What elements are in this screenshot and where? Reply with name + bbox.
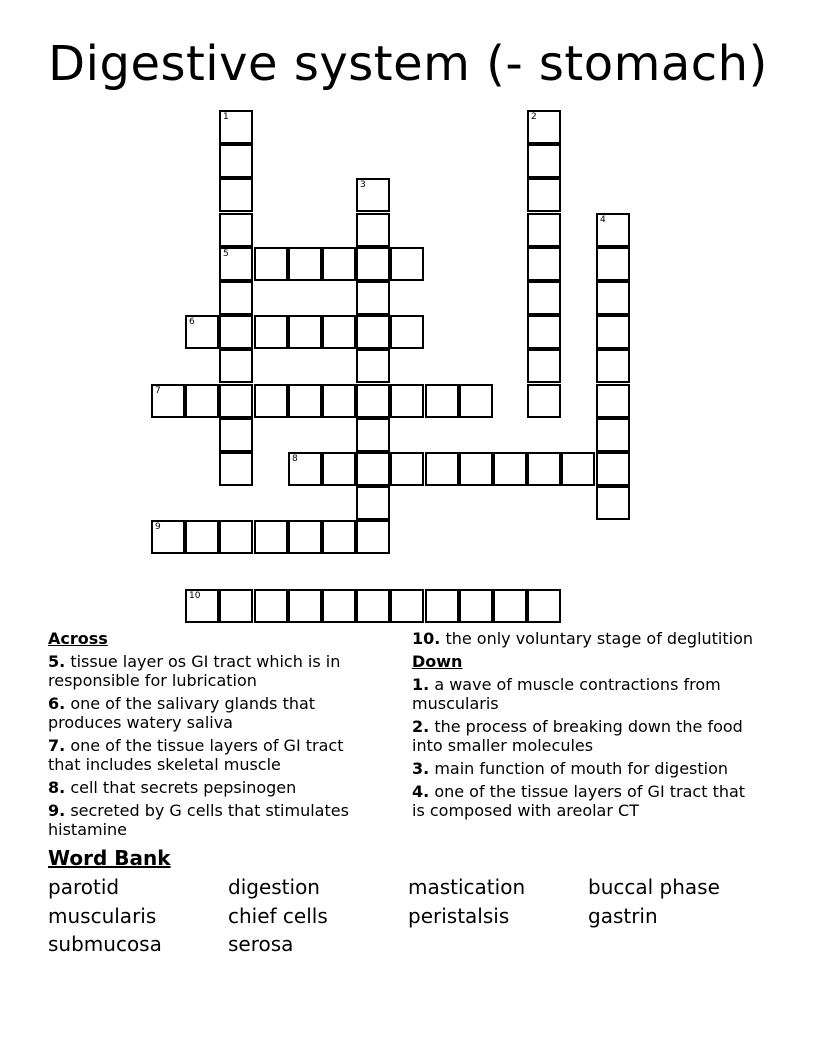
clue-across-9: 9. secreted by G cells that stimulates histamine [48,801,349,839]
clue-down-3: 3. main function of mouth for digestion [412,759,729,778]
grid-cell[interactable] [288,520,322,554]
clue-across-5: 5. tissue layer os GI tract which is in responsible for lubrication [48,652,341,690]
grid-cell[interactable] [596,452,630,486]
grid-cell[interactable] [356,178,390,212]
grid-cell[interactable] [596,315,630,349]
word-bank-title: Word Bank [48,846,171,870]
grid-cell[interactable] [288,452,322,486]
grid-cell[interactable] [390,247,424,281]
grid-cell[interactable] [596,418,630,452]
grid-cell[interactable] [527,315,561,349]
page-title: Digestive system (- stomach) [48,36,768,92]
clues-left-column [48,629,378,839]
grid-cell[interactable] [151,384,185,418]
grid-cell[interactable] [527,349,561,383]
clue-number: 2 [531,112,537,122]
grid-cell[interactable] [219,281,253,315]
grid-cell[interactable] [459,384,493,418]
grid-cell[interactable] [596,281,630,315]
grid-cell[interactable] [596,247,630,281]
grid-cell[interactable] [254,315,288,349]
clue-across-8: 8. cell that secrets pepsinogen [48,778,297,797]
grid-cell[interactable] [527,452,561,486]
word-bank-item: mastication [408,875,526,899]
grid-cell[interactable] [356,486,390,520]
grid-cell[interactable] [356,349,390,383]
grid-cell[interactable] [596,486,630,520]
grid-cell[interactable] [254,589,288,623]
grid-cell[interactable] [459,452,493,486]
grid-cell[interactable] [185,520,219,554]
word-bank-item: chief cells [228,903,328,928]
grid-cell[interactable] [459,589,493,623]
across-heading: Across [48,629,108,648]
grid-cell[interactable] [425,589,459,623]
grid-cell[interactable] [219,452,253,486]
word-bank-item: muscularis [48,903,157,928]
grid-cell[interactable] [185,384,219,418]
grid-cell[interactable] [219,589,253,623]
grid-cell[interactable] [527,110,561,144]
grid-cell[interactable] [561,452,595,486]
grid-cell[interactable] [185,315,219,349]
clue-number: 3 [360,180,366,190]
word-bank-item: gastrin [588,903,658,928]
grid-cell[interactable] [527,384,561,418]
clue-number: 9 [155,522,161,532]
grid-cell[interactable] [390,384,424,418]
grid-cell[interactable] [493,589,527,623]
grid-cell[interactable] [596,384,630,418]
word-bank-item: parotid [48,875,120,899]
grid-cell[interactable] [254,384,288,418]
grid-cell[interactable] [356,418,390,452]
grid-cell[interactable] [356,384,390,418]
grid-cell[interactable] [219,349,253,383]
clue-number: 10 [189,591,201,601]
grid-cell[interactable] [596,349,630,383]
clues-right-column [412,629,757,820]
grid-cell[interactable] [219,315,253,349]
grid-cell[interactable] [151,520,185,554]
word-bank-item: peristalsis [408,903,510,928]
grid-cell[interactable] [288,247,322,281]
grid-cell[interactable] [322,589,356,623]
word-bank-item: digestion [228,875,320,899]
word-bank-item: submucosa [48,932,162,956]
grid-cell[interactable] [288,384,322,418]
word-bank-item: serosa [228,932,294,956]
clue-number: 1 [223,112,229,122]
grid-cell[interactable] [390,589,424,623]
grid-cell[interactable] [425,452,459,486]
grid-cell[interactable] [356,247,390,281]
clue-number: 5 [223,249,229,259]
grid-cell[interactable] [527,281,561,315]
clue-number: 7 [155,386,161,396]
grid-cell[interactable] [493,452,527,486]
grid-cell[interactable] [219,144,253,178]
grid-cell[interactable] [185,589,219,623]
grid-cell[interactable] [356,520,390,554]
grid-cell[interactable] [254,247,288,281]
grid-cell[interactable] [390,315,424,349]
grid-cell[interactable] [288,315,322,349]
clue-across-7: 7. one of the tissue layers of GI tract that includes skeletal muscle [48,736,344,774]
grid-cell[interactable] [356,315,390,349]
word-bank-item: buccal phase [588,875,720,899]
grid-cell[interactable] [356,281,390,315]
clue-down-4: 4. one of the tissue layers of GI tract that is composed with areolar CT [412,782,746,820]
grid-cell[interactable] [425,384,459,418]
grid-cell[interactable] [390,452,424,486]
clue-number: 4 [600,215,606,225]
down-heading: Down [412,652,463,671]
grid-cell[interactable] [527,589,561,623]
grid-cell[interactable] [356,589,390,623]
grid-cell[interactable] [219,384,253,418]
grid-cell[interactable] [254,520,288,554]
grid-cell[interactable] [356,213,390,247]
grid-cell[interactable] [219,110,253,144]
clue-down-2: 2. the process of breaking down the food into smaller molecules [412,717,743,755]
grid-cell[interactable] [527,247,561,281]
grid-cell[interactable] [322,452,356,486]
clue-across-6: 6. one of the salivary glands that produces watery saliva [48,694,316,732]
grid-cell[interactable] [356,452,390,486]
grid-cell[interactable] [322,384,356,418]
grid-cell[interactable] [527,178,561,212]
grid-cell[interactable] [219,418,253,452]
grid-cell[interactable] [322,247,356,281]
clue-number: 8 [292,454,298,464]
grid-cell[interactable] [322,315,356,349]
grid-cell[interactable] [288,589,322,623]
grid-cell[interactable] [322,520,356,554]
clue-down-1: 1. a wave of muscle contractions from muscularis [412,675,721,713]
grid-cell[interactable] [219,520,253,554]
grid-cell[interactable] [596,213,630,247]
clue-across-10: 10. the only voluntary stage of deglutition [412,629,754,648]
word-bank [48,873,768,959]
grid-cell[interactable] [527,144,561,178]
grid-cell[interactable] [219,178,253,212]
grid-cell[interactable] [527,213,561,247]
grid-cell[interactable] [219,247,253,281]
clue-number: 6 [189,317,195,327]
grid-cell[interactable] [219,213,253,247]
